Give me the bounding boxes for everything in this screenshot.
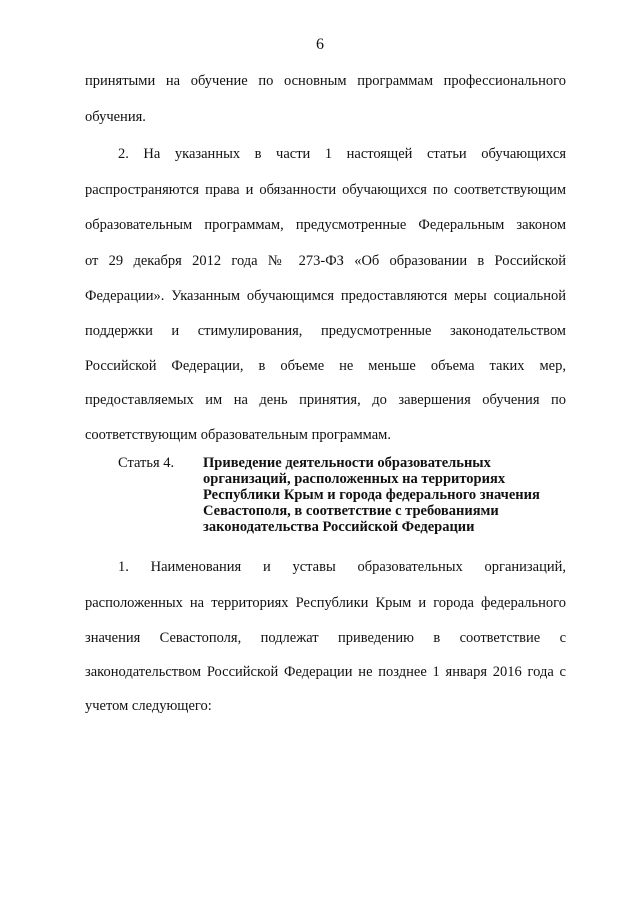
article-title-line: законодательства Российской Федерации [203,519,475,535]
text-line: предоставляемых им на день принятия, до завершения обучения по [85,392,566,408]
article-title-line: организаций, расположенных на территориях [203,471,506,487]
page-number: 6 [316,36,324,53]
text-line: принятыми на обучение по основным программам профессионального [85,73,566,89]
text-line: распространяются права и обязанности обучающихся по соответствующим [85,182,566,198]
text-line: 1. Наименования и уставы образовательных организаций, [118,559,566,575]
text-line: 2. На указанных в части 1 настоящей статьи обучающихся [118,146,566,162]
article-title-line: Приведение деятельности образовательных [203,455,491,471]
text-line: образовательным программам, предусмотренные Федеральным законом [85,217,566,233]
text-line: учетом следующего: [85,698,212,714]
text-line: поддержки и стимулирования, предусмотренные законодательством [85,323,566,339]
text-line: расположенных на территориях Республики Крым и города федерального [85,595,566,611]
text-line: законодательством Российской Федерации не позднее 1 января 2016 года с [85,664,566,680]
article-title [203,455,540,535]
text-line: Российской Федерации, в объеме не меньше объема таких мер, [85,358,566,374]
text-line: обучения. [85,109,146,125]
article-title-line: Республики Крым и города федерального значения [203,487,540,503]
text-line: соответствующим образовательным программам. [85,427,391,443]
text-line: Федерации». Указанным обучающимся предоставляются меры социальной [85,288,566,304]
text-line: значения Севастополя, подлежат приведению в соответствие с [85,630,566,646]
article-title-line: Севастополя, в соответствие с требованиями [203,503,499,519]
text-line: от 29 декабря 2012 года № 273-ФЗ «Об образовании в Российской [85,253,566,269]
article-label: Статья 4. [118,455,175,471]
